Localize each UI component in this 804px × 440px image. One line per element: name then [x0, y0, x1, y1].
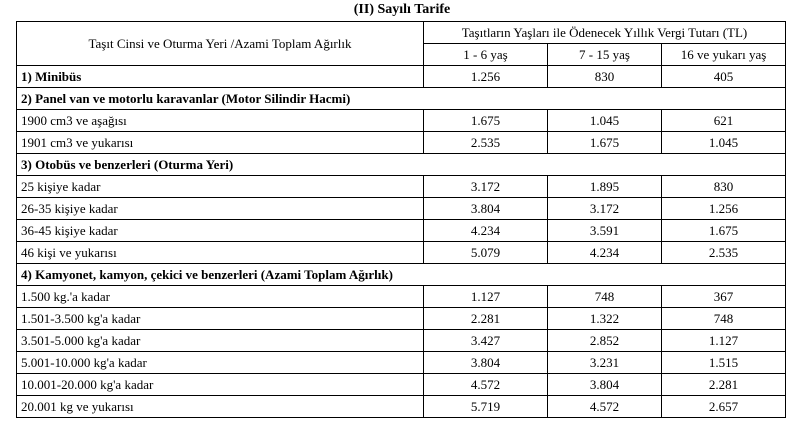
- table-row: [17, 198, 786, 220]
- section-label: 1) Minibüs: [17, 66, 424, 88]
- row-label: 46 kişi ve yukarısı: [17, 242, 424, 264]
- vehicle-type-header: Taşıt Cinsi ve Oturma Yeri /Azami Toplam Ağırlık: [17, 22, 424, 66]
- table-row: [17, 396, 786, 418]
- tax-amount-cell: 621: [662, 110, 786, 132]
- tax-amount-cell: 3.804: [424, 352, 548, 374]
- tax-amount-cell: 4.234: [548, 242, 662, 264]
- tax-amount-cell: 4.234: [424, 220, 548, 242]
- tax-amount-cell: 748: [662, 308, 786, 330]
- tax-amount-cell: 3.591: [548, 220, 662, 242]
- tax-amount-cell: 3.804: [548, 374, 662, 396]
- age-header-7-15: 7 - 15 yaş: [548, 44, 662, 66]
- table-body: [17, 66, 786, 418]
- tax-amount-cell: 1.127: [424, 286, 548, 308]
- tax-amount-cell: 5.079: [424, 242, 548, 264]
- tax-amount-cell: 2.281: [662, 374, 786, 396]
- tax-amount-cell: 1.256: [424, 66, 548, 88]
- section-label: 3) Otobüs ve benzerleri (Oturma Yeri): [17, 154, 786, 176]
- tax-amount-cell: 3.804: [424, 198, 548, 220]
- tax-amount-cell: 1.045: [662, 132, 786, 154]
- tax-amount-cell: 1.895: [548, 176, 662, 198]
- tax-amount-cell: 405: [662, 66, 786, 88]
- tax-amount-cell: 1.515: [662, 352, 786, 374]
- table-header: [17, 22, 786, 66]
- tax-amount-cell: 1.045: [548, 110, 662, 132]
- table-row: [17, 132, 786, 154]
- table-title: (II) Sayılı Tarife: [353, 2, 451, 17]
- tax-amount-cell: 1.256: [662, 198, 786, 220]
- tax-amount-cell: 3.427: [424, 330, 548, 352]
- tax-amount-cell: 1.675: [548, 132, 662, 154]
- tax-amount-cell: 1.675: [662, 220, 786, 242]
- row-label: 1.500 kg.'a kadar: [17, 286, 424, 308]
- row-label: 1.501-3.500 kg'a kadar: [17, 308, 424, 330]
- table-row: [17, 330, 786, 352]
- table-row: [17, 220, 786, 242]
- tax-amount-cell: 2.535: [424, 132, 548, 154]
- tax-amount-cell: 830: [548, 66, 662, 88]
- section-row: [17, 264, 786, 286]
- tax-amount-cell: 367: [662, 286, 786, 308]
- table-row: [17, 176, 786, 198]
- age-header-1-6: 1 - 6 yaş: [424, 44, 548, 66]
- tax-amount-cell: 5.719: [424, 396, 548, 418]
- tax-amount-cell: 4.572: [424, 374, 548, 396]
- tax-amount-cell: 830: [662, 176, 786, 198]
- row-label: 5.001-10.000 kg'a kadar: [17, 352, 424, 374]
- row-label: 10.001-20.000 kg'a kadar: [17, 374, 424, 396]
- row-label: 1900 cm3 ve aşağısı: [17, 110, 424, 132]
- table-row: [17, 308, 786, 330]
- header-row-top: [17, 22, 786, 44]
- annual-tax-header: Taşıtların Yaşları ile Ödenecek Yıllık Vergi Tutarı (TL): [424, 22, 786, 44]
- table-row: [17, 110, 786, 132]
- section-row: [17, 154, 786, 176]
- tax-amount-cell: 3.172: [424, 176, 548, 198]
- tax-amount-cell: 2.852: [548, 330, 662, 352]
- row-label: 26-35 kişiye kadar: [17, 198, 424, 220]
- tariff-table: [16, 21, 786, 418]
- tax-amount-cell: 1.322: [548, 308, 662, 330]
- tax-amount-cell: 1.127: [662, 330, 786, 352]
- table-row: [17, 352, 786, 374]
- tax-amount-cell: 1.675: [424, 110, 548, 132]
- row-label: 3.501-5.000 kg'a kadar: [17, 330, 424, 352]
- section-row: [17, 88, 786, 110]
- table-row: [17, 242, 786, 264]
- row-label: 36-45 kişiye kadar: [17, 220, 424, 242]
- row-label: 1901 cm3 ve yukarısı: [17, 132, 424, 154]
- tax-amount-cell: 3.231: [548, 352, 662, 374]
- table-row: [17, 286, 786, 308]
- table-row: [17, 374, 786, 396]
- row-label: 25 kişiye kadar: [17, 176, 424, 198]
- tax-amount-cell: 2.281: [424, 308, 548, 330]
- tax-amount-cell: 2.535: [662, 242, 786, 264]
- section-label: 2) Panel van ve motorlu karavanlar (Motor Silindir Hacmi): [17, 88, 786, 110]
- tax-amount-cell: 3.172: [548, 198, 662, 220]
- tax-amount-cell: 2.657: [662, 396, 786, 418]
- row-label: 20.001 kg ve yukarısı: [17, 396, 424, 418]
- section-label: 4) Kamyonet, kamyon, çekici ve benzerleri (Azami Toplam Ağırlık): [17, 264, 786, 286]
- tax-amount-cell: 4.572: [548, 396, 662, 418]
- section-row: [17, 66, 786, 88]
- age-header-16-plus: 16 ve yukarı yaş: [662, 44, 786, 66]
- tax-amount-cell: 748: [548, 286, 662, 308]
